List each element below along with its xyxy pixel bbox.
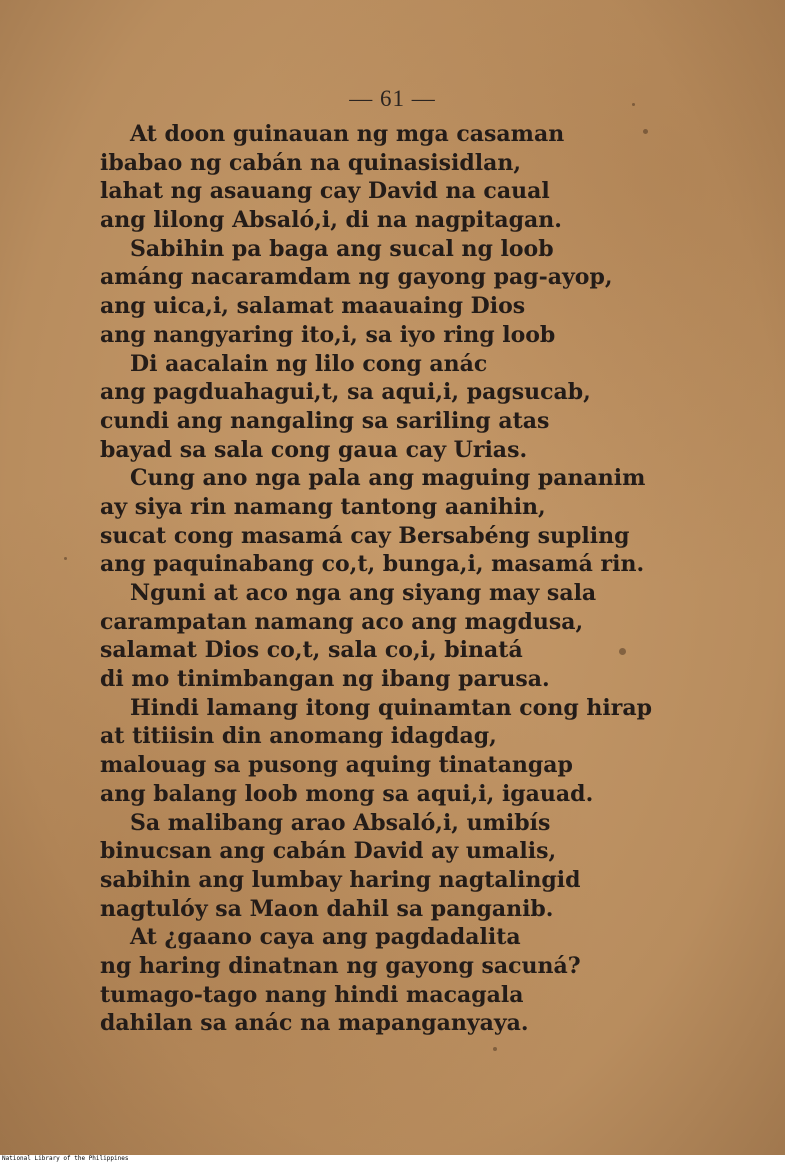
stanza-first-line: Hindi lamang itong quinamtan cong hirap (130, 694, 652, 721)
poem-line: malouag sa pusong aquing tinatangap (100, 752, 573, 779)
poem-line: ay siya rin namang tantong aanihin, (100, 493, 546, 520)
poem-line: ang pagduahagui,t, sa aqui,i, pagsucab, (100, 379, 591, 406)
poem-line: binucsan ang cabán David ay umalis, (100, 838, 557, 865)
ink-speck (643, 129, 648, 134)
stanza-first-line: At doon guinauan ng mga casaman (130, 121, 565, 147)
footer-credit: National Library of the Philippines (2, 1155, 129, 1162)
stanza-first-line: Di aacalain ng lilo cong anác (130, 350, 488, 377)
poem-line: lahat ng asauang cay David na caual (100, 178, 550, 205)
poem-line: cundi ang nangaling sa sariling atas (100, 407, 550, 434)
stanza-first-line: Sa malibang arao Absaló,i, umibís (130, 809, 551, 836)
poem-line: salamat Dios co,t, sala co,i, binatá (100, 637, 523, 664)
poem-line: ang nangyaring ito,i, sa iyo ring loob (100, 321, 556, 348)
poem-line: ng haring dinatnan ng gayong sacuná? (100, 952, 581, 979)
poem-line: sabihin ang lumbay haring nagtalingid (100, 866, 581, 893)
poem-line: dahilan sa anác na mapanganyaya. (100, 1010, 529, 1037)
ink-speck (632, 103, 635, 106)
poem-line: ibabao ng cabán na quinasisidlan, (100, 149, 521, 176)
poem-line: ang paquinabang co,t, bunga,i, masamá rin. (100, 551, 645, 578)
ink-speck (619, 648, 626, 655)
poem-line: nagtulóy sa Maon dahil sa panganib. (100, 895, 554, 922)
ink-speck (493, 1047, 497, 1051)
poem-line: ang lilong Absaló,i, di na nagpitagan. (100, 207, 562, 234)
ink-speck (64, 557, 67, 560)
stanza-first-line: Sabihin pa baga ang sucal ng loob (130, 235, 554, 262)
poem-line: di mo tinimbangan ng ibang parusa. (100, 666, 550, 693)
poem-line: ang uica,i, salamat maauaing Dios (100, 293, 526, 320)
stanza-first-line: At ¿gaano caya ang pagdadalita (130, 924, 521, 951)
poem-line: carampatan namang aco ang magdusa, (100, 608, 584, 635)
poem-text (100, 120, 740, 1038)
poem-line: bayad sa sala cong gaua cay Urias. (100, 436, 528, 463)
page-number: — 61 — (349, 86, 436, 111)
poem-line: amáng nacaramdam ng gayong pag-ayop, (100, 264, 613, 291)
stanza-first-line: Cung ano nga pala ang maguing pananim (130, 465, 646, 492)
poem-line: tumago-tago nang hindi macagala (100, 981, 524, 1008)
stanza-first-line: Nguni at aco nga ang siyang may sala (130, 580, 597, 606)
poem-line: at titiisin din anomang idagdag, (100, 723, 497, 750)
poem-line: sucat cong masamá cay Bersabéng supling (100, 522, 630, 549)
poem-line: ang balang loob mong sa aqui,i, igauad. (100, 780, 594, 807)
